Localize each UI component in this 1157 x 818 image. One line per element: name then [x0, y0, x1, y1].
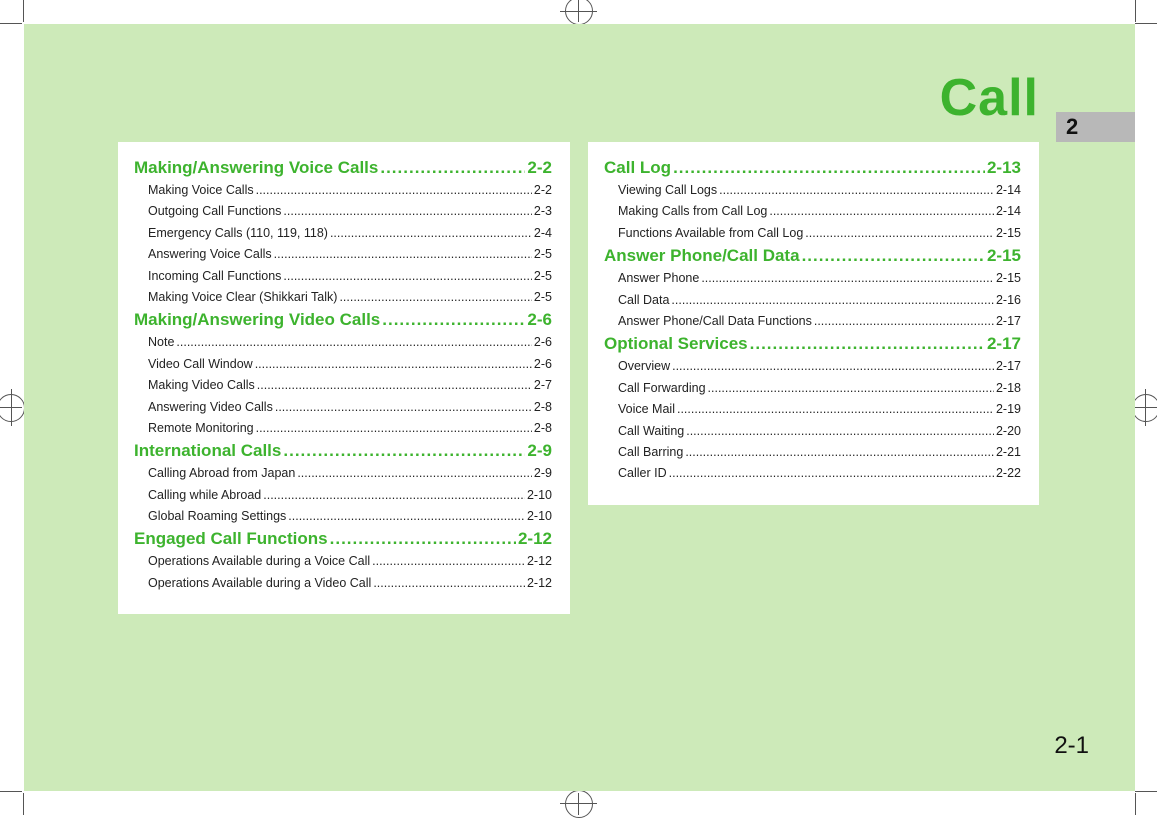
toc-item[interactable] — [134, 266, 552, 287]
toc-section-heading[interactable] — [604, 244, 1021, 268]
toc-item-page: 2-5 — [533, 247, 552, 262]
chapter-title: Call — [939, 69, 1039, 127]
registration-mark-icon — [1132, 394, 1157, 422]
toc-item-title: Calling Abroad from Japan — [148, 466, 296, 481]
toc-item[interactable] — [134, 223, 552, 244]
crop-mark — [1135, 791, 1157, 792]
toc-item-page: 2-15 — [995, 225, 1021, 240]
crop-mark — [23, 0, 24, 22]
toc-item-page: 2-5 — [533, 268, 552, 283]
dot-leader — [382, 308, 525, 332]
toc-item-title: Calling while Abroad — [148, 487, 262, 502]
crop-mark — [0, 791, 22, 792]
toc-item[interactable] — [134, 180, 552, 201]
toc-item-page: 2-9 — [533, 466, 552, 481]
toc-item-page: 2-6 — [533, 335, 552, 350]
dot-leader — [686, 421, 994, 442]
toc-section-heading[interactable] — [134, 308, 552, 332]
dot-leader — [802, 244, 985, 268]
toc-item-page: 2-17 — [995, 359, 1021, 374]
toc-section-page: 2-12 — [517, 529, 552, 549]
dot-leader — [719, 180, 994, 201]
toc-section-heading[interactable] — [134, 156, 552, 180]
toc-section-heading[interactable] — [134, 527, 552, 551]
toc-item[interactable] — [604, 311, 1021, 332]
toc-item-title: Answering Video Calls — [148, 399, 273, 414]
toc-item[interactable] — [604, 201, 1021, 222]
dot-leader — [373, 573, 525, 594]
toc-section-heading[interactable] — [134, 439, 552, 463]
toc-item-page: 2-14 — [995, 183, 1021, 197]
toc-item-title: Answer Phone/Call Data Functions — [618, 313, 812, 328]
toc-item[interactable] — [604, 463, 1021, 484]
dot-leader — [297, 463, 532, 484]
toc-item-title: Remote Monitoring — [148, 420, 254, 435]
toc-item-title: Overview — [618, 359, 671, 374]
toc-item-page: 2-20 — [995, 423, 1021, 438]
dot-leader — [814, 311, 994, 332]
toc-item-page: 2-8 — [533, 420, 552, 435]
toc-item-title: Answering Voice Calls — [148, 247, 272, 262]
toc-item-title: Making Voice Calls — [148, 183, 254, 197]
toc-item[interactable] — [134, 332, 552, 353]
toc-section-title: Optional Services — [604, 334, 748, 354]
toc-item-title: Operations Available during a Voice Call — [148, 554, 371, 569]
toc-section-page: 2-9 — [527, 441, 552, 461]
registration-mark-icon — [0, 394, 25, 422]
dot-leader — [339, 287, 531, 308]
page-number: 2-1 — [1054, 732, 1089, 759]
toc-item-title: Operations Available during a Video Call — [148, 575, 372, 590]
crop-mark — [1135, 23, 1157, 24]
toc-item[interactable] — [604, 421, 1021, 442]
toc-item[interactable] — [134, 375, 552, 396]
dot-leader — [274, 244, 532, 265]
dot-leader — [255, 354, 532, 375]
toc-section-title: Making/Answering Voice Calls — [134, 158, 379, 177]
toc-section-title: Answer Phone/Call Data — [604, 246, 800, 266]
dot-leader — [671, 290, 994, 311]
crop-mark — [1135, 793, 1136, 815]
crop-mark — [23, 793, 24, 815]
registration-mark-icon — [565, 790, 593, 818]
dot-leader — [805, 223, 994, 244]
dot-leader — [701, 268, 994, 289]
dot-leader — [669, 463, 994, 484]
dot-leader — [677, 399, 994, 420]
toc-item-title: Call Data — [618, 292, 670, 307]
toc-item-page: 2-6 — [533, 356, 552, 371]
toc-item-title: Note — [148, 335, 175, 350]
toc-item-title: Call Barring — [618, 444, 684, 459]
crop-mark — [1135, 0, 1136, 22]
toc-item-page: 2-12 — [526, 575, 552, 590]
dot-leader — [330, 527, 516, 551]
toc-column-right — [588, 142, 1039, 505]
toc-item[interactable] — [604, 180, 1021, 201]
dot-leader — [283, 201, 532, 222]
toc-item[interactable] — [604, 290, 1021, 311]
toc-item-title: Caller ID — [618, 466, 667, 481]
toc-item-page: 2-18 — [995, 380, 1021, 395]
dot-leader — [263, 485, 525, 506]
dot-leader — [769, 201, 994, 222]
toc-item-page: 2-15 — [995, 271, 1021, 286]
toc-item-page: 2-12 — [526, 554, 552, 569]
toc-item[interactable] — [134, 201, 552, 222]
toc-item[interactable] — [604, 223, 1021, 244]
toc-item[interactable] — [604, 268, 1021, 289]
registration-mark-icon — [565, 0, 593, 25]
toc-section-page: 2-6 — [527, 310, 552, 330]
dot-leader — [283, 439, 525, 463]
toc-item-page: 2-17 — [995, 313, 1021, 328]
toc-item-title: Answer Phone — [618, 271, 700, 286]
toc-section-title: International Calls — [134, 441, 282, 461]
toc-item-page: 2-4 — [533, 225, 552, 240]
toc-item-title: Making Calls from Call Log — [618, 204, 768, 219]
toc-item-page: 2-10 — [526, 509, 552, 524]
dot-leader — [288, 506, 525, 527]
toc-column-left — [118, 142, 570, 614]
toc-item-page: 2-16 — [995, 292, 1021, 307]
toc-item[interactable] — [604, 356, 1021, 377]
toc-item[interactable] — [134, 463, 552, 484]
toc-item-title: Global Roaming Settings — [148, 509, 287, 524]
dot-leader — [275, 397, 532, 418]
toc-item[interactable] — [134, 354, 552, 375]
dot-leader — [673, 156, 985, 180]
toc-item[interactable] — [604, 442, 1021, 463]
toc-item[interactable] — [134, 397, 552, 418]
toc-item-page: 2-5 — [533, 289, 552, 304]
toc-section-heading[interactable] — [604, 332, 1021, 356]
toc-item[interactable] — [134, 551, 552, 572]
toc-section-page: 2-13 — [986, 158, 1021, 177]
toc-item-page: 2-19 — [995, 402, 1021, 417]
toc-item[interactable] — [134, 573, 552, 594]
toc-item-page: 2-22 — [995, 466, 1021, 481]
toc-item[interactable] — [134, 287, 552, 308]
dot-leader — [283, 266, 532, 287]
toc-section-title: Engaged Call Functions — [134, 529, 328, 549]
toc-item-title: Incoming Call Functions — [148, 268, 282, 283]
toc-item[interactable] — [134, 506, 552, 527]
dot-leader — [708, 378, 994, 399]
toc-section-page: 2-15 — [986, 246, 1021, 266]
toc-item-title: Viewing Call Logs — [618, 183, 718, 197]
toc-item[interactable] — [604, 399, 1021, 420]
toc-item-title: Making Voice Clear (Shikkari Talk) — [148, 289, 338, 304]
toc-item-page: 2-14 — [995, 204, 1021, 219]
toc-section-page: 2-2 — [527, 158, 552, 177]
toc-item-page: 2-21 — [995, 444, 1021, 459]
toc-item-title: Making Video Calls — [148, 378, 255, 393]
toc-section-title: Call Log — [604, 158, 672, 177]
toc-section-heading[interactable] — [604, 156, 1021, 180]
toc-item[interactable] — [604, 378, 1021, 399]
dot-leader — [672, 356, 994, 377]
dot-leader — [685, 442, 994, 463]
toc-item[interactable] — [134, 418, 552, 439]
toc-section-page: 2-17 — [986, 334, 1021, 354]
crop-mark — [0, 23, 22, 24]
dot-leader — [380, 156, 525, 180]
toc-item-title: Call Forwarding — [618, 380, 706, 395]
toc-item[interactable] — [134, 485, 552, 506]
dot-leader — [256, 418, 532, 439]
toc-item-page: 2-10 — [526, 487, 552, 502]
toc-item-title: Video Call Window — [148, 356, 253, 371]
toc-item-page: 2-8 — [533, 399, 552, 414]
dot-leader — [330, 223, 532, 244]
toc-item-title: Outgoing Call Functions — [148, 204, 282, 219]
dot-leader — [257, 375, 532, 396]
toc-item-title: Voice Mail — [618, 402, 675, 417]
toc-item-title: Functions Available from Call Log — [618, 225, 804, 240]
dot-leader — [256, 180, 532, 201]
toc-item-title: Emergency Calls (110, 119, 118) — [148, 225, 328, 240]
toc-item-page: 2-3 — [533, 204, 552, 219]
toc-section-title: Making/Answering Video Calls — [134, 310, 381, 330]
toc-item-title: Call Waiting — [618, 423, 685, 438]
dot-leader — [750, 332, 985, 356]
chapter-tab[interactable]: 2 — [1056, 112, 1135, 142]
dot-leader — [372, 551, 525, 572]
toc-item[interactable] — [134, 244, 552, 265]
toc-item-page: 2-7 — [533, 378, 552, 393]
toc-item-page: 2-2 — [533, 183, 552, 197]
dot-leader — [176, 332, 532, 353]
